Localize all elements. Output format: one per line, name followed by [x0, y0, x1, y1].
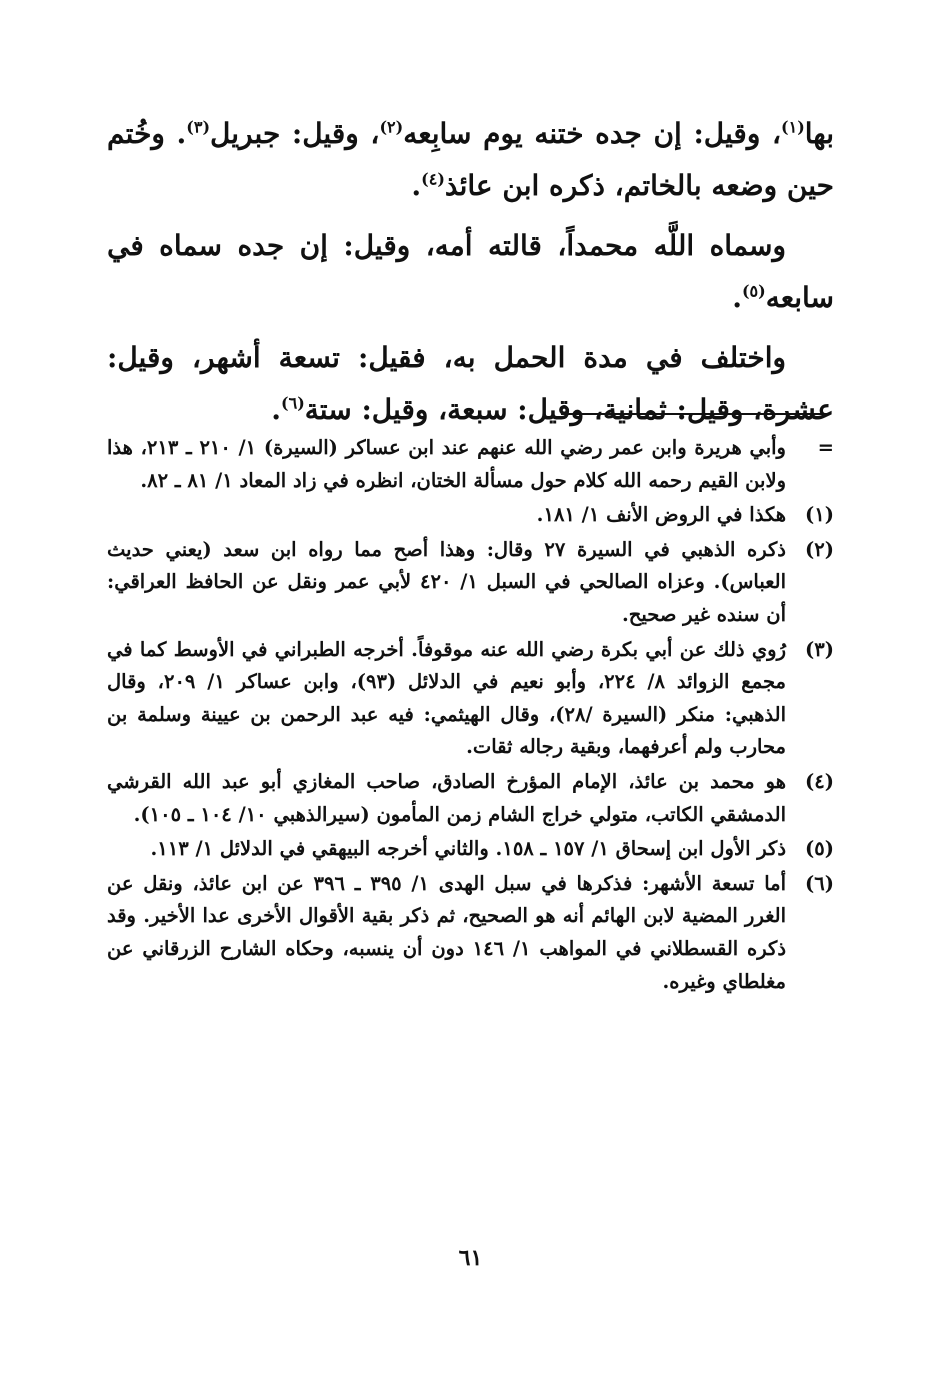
- footnote-5: [107, 833, 834, 866]
- footnote-2: [107, 534, 834, 632]
- footnote-ref[interactable]: (٣): [186, 117, 211, 137]
- footnote-1: [107, 499, 834, 532]
- footnote-mark: (٦): [805, 871, 834, 895]
- paragraph-1: [107, 108, 834, 212]
- footnote-text: ذكره الذهبي في السيرة ٢٧ وقال: وهذا أصح مما رواه ابن سعد (يعني حديث العباس). وعزاه الصالحي في السبل ١/ ٤٢٠ لأبي عمر ونقل عن الحافظ العراقي: أن سنده غير صحيح.: [107, 537, 786, 626]
- footnote-text: هكذا في الروض الأنف ١/ ١٨١.: [536, 503, 786, 527]
- text-run: .: [732, 281, 742, 314]
- footnote-text: ذكر الأول ابن إسحاق ١/ ١٥٧ ـ ١٥٨. والثاني أخرجه البيهقي في الدلائل ١/ ١١٣.: [150, 837, 786, 861]
- text-run: ، وقيل: جبريل: [210, 117, 380, 150]
- footnote-mark: (٥): [805, 837, 834, 861]
- text-run: بها: [804, 117, 834, 150]
- footnote-text: أما تسعة الأشهر: فذكرها في سبل الهدى ١/ ٣٩٥ ـ ٣٩٦ عن ابن عائذ، ونقل عن الغرر المضية لابن الهائم أنه هو الصحيح، ثم ذكر بقية الأقوال الأخرى عدا الأخير. وقد ذكره القسطلاني في المواهب ١/ ١٤٦ دون أن ينسبه، وحكاه الشارح الزرقاني عن مغلطاي وغيره.: [107, 871, 786, 993]
- footnote-text: وأبي هريرة وابن عمر رضي الله عنهم عند ابن عساكر (السيرة) ١/ ٢١٠ ـ ٢١٣، هذا ولابن القيم رحمه الله كلام حول مسألة الختان، انظره في زاد المعاد ١/ ٨١ ـ ٨٢.: [107, 436, 786, 492]
- paragraph-3: [107, 332, 834, 436]
- footnote-ref[interactable]: (٦): [281, 393, 305, 413]
- footnote-text: هو محمد بن عائذ، الإمام المؤرخ الصادق، صاحب المغازي أبو عبد الله القرشي الدمشقي الكاتب، متولي خراج الشام زمن المأمون (سيرالذهبي ١٠/ ١٠٤ ـ ١٠٥).: [107, 769, 786, 826]
- footnote-4: [107, 766, 834, 831]
- text-run: ، وقيل: إن جده ختنه يوم سابِعه: [403, 117, 782, 150]
- text-run: .: [411, 169, 422, 202]
- footnote-ref[interactable]: (١): [781, 117, 805, 137]
- footnote-ref[interactable]: (٢): [379, 117, 404, 137]
- footnote-mark: (٤): [805, 769, 834, 793]
- footnote-mark: =: [817, 436, 834, 459]
- footnote-mark: (٢): [805, 537, 834, 561]
- page-number: ٦١: [458, 1245, 483, 1271]
- footnote-ref[interactable]: (٤): [421, 169, 445, 189]
- footnote-mark: (١): [805, 503, 834, 527]
- text-run: .: [271, 393, 282, 426]
- paragraph-2: [107, 220, 834, 324]
- main-text: [107, 108, 834, 444]
- footnote-ref[interactable]: (٥): [741, 281, 766, 301]
- footnotes: [107, 432, 834, 1000]
- text-run: . وخُتم حين وضعه بالخاتم، ذكره ابن عائذ: [107, 117, 834, 202]
- footnote-continuation: [107, 432, 834, 497]
- footnote-separator: [561, 413, 829, 415]
- footnote-3: [107, 634, 834, 764]
- text-run: وسماه اللَّه محمداً، قالته أمه، وقيل: إن جده سماه في سابعه: [107, 229, 834, 314]
- footnote-text: رُوي ذلك عن أبي بكرة رضي الله عنه موقوفاً. أخرجه الطبراني في الأوسط كما في مجمع الزوائد ٨/ ٢٢٤، وأبو نعيم في الدلائل (٩٣)، وابن عساكر ١/ ٢٠٩، وقال الذهبي: منكر (السيرة /٢٨)، وقال الهيثمي: فيه عبد الرحمن بن عيينة وسلمة بن محارب ولم أعرفهما، وبقية رجاله ثقات.: [107, 637, 786, 759]
- footnote-6: [107, 868, 834, 998]
- footnote-mark: (٣): [805, 637, 834, 661]
- text-run: واختلف في مدة الحمل به، فقيل: تسعة أشهر، وقيل: عشرة، وقيل: ثمانية، وقيل: سبعة، وقيل: ستة: [107, 341, 834, 426]
